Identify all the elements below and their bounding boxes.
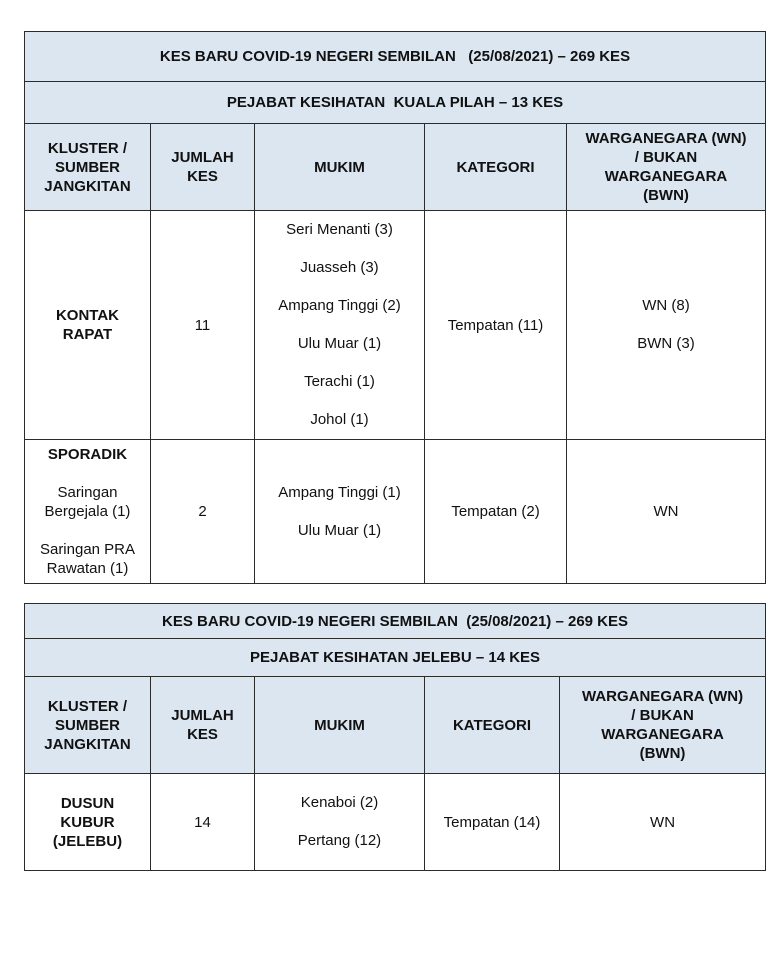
kluster-cell: KONTAK RAPAT: [25, 211, 151, 440]
jelebu-table: [24, 603, 766, 871]
header-mukim: MUKIM: [255, 677, 425, 774]
header-row: [25, 124, 766, 211]
kluster-cell: SPORADIK Saringan Bergejala (1) Saringan PRA Rawatan (1): [25, 440, 151, 584]
header-warganegara: WARGANEGARA (WN) / BUKAN WARGANEGARA (BWN): [560, 677, 766, 774]
header-jumlah-kes: JUMLAH KES: [151, 124, 255, 211]
jumlah-cell: 2: [151, 440, 255, 584]
jumlah-cell: 14: [151, 774, 255, 871]
kluster-cell: DUSUN KUBUR (JELEBU): [25, 774, 151, 871]
header-row: [25, 677, 766, 774]
table-subtitle: PEJABAT KESIHATAN JELEBU – 14 KES: [25, 639, 766, 677]
table-title: KES BARU COVID-19 NEGERI SEMBILAN (25/08/2021) – 269 KES: [25, 604, 766, 639]
table-subtitle: PEJABAT KESIHATAN KUALA PILAH – 13 KES: [25, 82, 766, 124]
table-row: [25, 440, 766, 584]
header-kluster: KLUSTER / SUMBER JANGKITAN: [25, 677, 151, 774]
wn-cell: WN: [560, 774, 766, 871]
table-row: [25, 774, 766, 871]
mukim-cell: Seri Menanti (3) Juasseh (3) Ampang Tinggi (2) Ulu Muar (1) Terachi (1) Johol (1): [255, 211, 425, 440]
wn-cell: WN: [567, 440, 766, 584]
kategori-cell: Tempatan (14): [425, 774, 560, 871]
header-kluster: KLUSTER / SUMBER JANGKITAN: [25, 124, 151, 211]
kuala-pilah-table: [24, 31, 766, 584]
table-row: [25, 211, 766, 440]
mukim-cell: Ampang Tinggi (1) Ulu Muar (1): [255, 440, 425, 584]
kategori-cell: Tempatan (11): [425, 211, 567, 440]
header-jumlah-kes: JUMLAH KES: [151, 677, 255, 774]
jumlah-cell: 11: [151, 211, 255, 440]
header-kategori: KATEGORI: [425, 677, 560, 774]
header-warganegara: WARGANEGARA (WN) / BUKAN WARGANEGARA (BWN): [567, 124, 766, 211]
mukim-cell: Kenaboi (2) Pertang (12): [255, 774, 425, 871]
table-title: KES BARU COVID-19 NEGERI SEMBILAN (25/08/2021) – 269 KES: [25, 32, 766, 82]
header-kategori: KATEGORI: [425, 124, 567, 211]
header-mukim: MUKIM: [255, 124, 425, 211]
kategori-cell: Tempatan (2): [425, 440, 567, 584]
wn-cell: WN (8) BWN (3): [567, 211, 766, 440]
